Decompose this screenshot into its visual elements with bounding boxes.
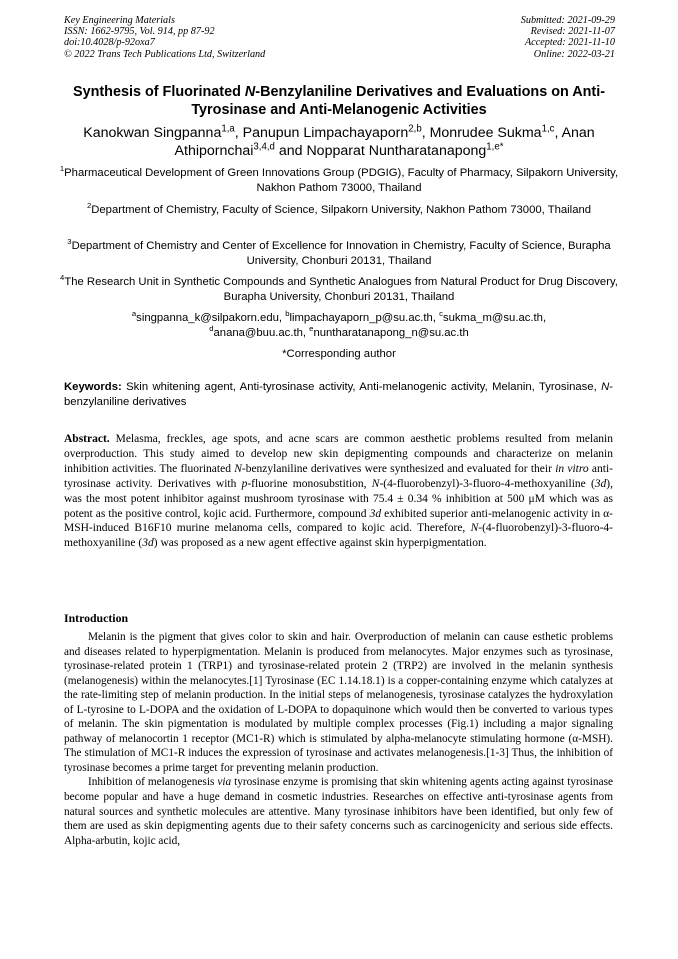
introduction-body <box>64 630 613 848</box>
issn: ISSN: 1662-9795, Vol. 914, pp 87-92 <box>64 26 215 38</box>
affiliation-4: $^4$The Research Unit in Synthetic Compounds and Synthetic Analogues from Natural Product for Drug Discovery, Burapha University, Chonburi 20131, Thailand <box>60 273 618 303</box>
journal-header-left <box>64 15 265 60</box>
submitted-date: Submitted: 2021-09-29 <box>520 15 615 26</box>
email-link[interactable]: singpanna_k@silpakorn.edu <box>136 312 279 324</box>
author-name: Kanokwan Singpanna <box>83 125 222 141</box>
online-date: Online: 2022-03-21 <box>533 48 615 60</box>
author-name: Panupun Limpachayaporn <box>242 125 409 141</box>
keywords: Keywords: Skin whitening agent, Anti-tyrosinase activity, Anti-melanogenic activity, Melanin, Tyrosinase, N-benzylaniline derivatives <box>64 381 614 408</box>
author-name: Anan Athipornchai <box>174 125 595 159</box>
copyright: © 2022 Trans Tech Publications Ltd, Switzerland <box>64 48 266 60</box>
abstract-label: Abstract. <box>64 433 110 445</box>
affiliation-1: $^1$Pharmaceutical Development of Green Innovations Group (PDGIG), Faculty of Pharmacy, Silpakorn University, Nakhon Pathom 73000, Thailand <box>59 164 619 194</box>
email-link[interactable]: limpachayaporn_p@su.ac.th <box>289 312 433 324</box>
author-list: Kanokwan Singpanna$^{1,a}$, Panupun Limpachayaporn$^{2,b}$, Monrudee Sukma$^{1,c}$, Anan Athipornchai$^{3,4,d}$ and Nopparat Nuntharatanapong$^{1,e*}$ <box>83 123 595 159</box>
email-link[interactable]: nuntharatanapong_n@su.ac.th <box>313 326 469 339</box>
corresponding-author-note: *Corresponding author <box>282 348 396 360</box>
paragraph: Inhibition of melanogenesis via tyrosinase enzyme is promising that skin whitening agents acting against tyrosinase become popular and have a huge demand in cosmetic industries. Researches on effective anti-tyrosinase agents from natural sources and synthetic molecules are attentive. Many tyrosinase inhibitors have been identified, but only few of them are used as skin depigmenting agents due to their safety concerns such as carcinogenicity and serious side effects. Alpha-arbutin, kojic acid, <box>64 776 613 847</box>
paper-title: Synthesis of Fluorinated N-Benzylaniline Derivatives and Evaluations on Anti-Tyrosinase and Anti-Melanogenic Activities <box>72 84 606 118</box>
email-link[interactable]: anana@buu.ac.th <box>213 326 303 339</box>
journal-name: Key Engineering Materials <box>64 15 175 26</box>
accepted-date: Accepted: 2021-11-10 <box>524 37 615 49</box>
revised-date: Revised: 2021-11-07 <box>530 26 615 38</box>
author-name: Nopparat Nuntharatanapong <box>306 143 487 159</box>
affiliation-2: $^2$Department of Chemistry, Faculty of Science, Silpakorn University, Nakhon Pathom 73000, Thailand <box>86 201 592 216</box>
affiliation-3: $^3$Department of Chemistry and Center of Excellence for Innovation in Chemistry, Faculty of Science, Burapha University, Chonburi 20131, Thailand <box>67 237 611 267</box>
abstract: Abstract. Melasma, freckles, age spots, and acne scars are common aesthetic problems resulted from melanin overproduction. This study aimed to develop new skin depigmenting compounds and characterize on melanin inhibition activities. The fluorinated N-benzylaniline derivatives were synthesized and evaluated for their in vitro anti-tyrosinase activity. Derivatives with p-fluorine monosubstition, N-(4-fluorobenzyl)-3-fluoro-4-methoxyaniline (3d), was the most potent inhibitor against mushroom tyrosinase with 75.4 ± 0.34 % inhibition at 500 μM which was as potent as the positive control, kojic acid. Furthermore, compound 3d exhibited superior anti-melanogenic activity in α-MSH-induced B16F10 murine melanoma cells, compared to kojic acid. Therefore, N-(4-fluorobenzyl)-3-fluoro-4-methoxyaniline (3d) was proposed as a new agent effective against skin hyperpigmentation. <box>64 433 614 550</box>
doi: doi:10.4028/p-92oxa7 <box>64 37 155 49</box>
journal-header-right <box>521 15 615 60</box>
paragraph: Melanin is the pigment that gives color to skin and hair. Overproduction of melanin can cause esthetic problems and diseases related to hyperpigmentation. Melanin is produced from melanocytes. Major enzymes such as tyrosinase, tyrosinase-related protein 1 (TRP1) and tyrosinase-related protein 2 (TRP2) are involved in the melanin synthesis (melanogenesis) within the melanocytes.[1] Tyrosinase (EC 1.14.18.1) is a copper-containing enzyme which catalyzes at the rate-limiting step of melanin production. In the initial steps of melanogenesis, tyrosinase catalyzes the hydroxylation of L-tyrosine to L-DOPA and the oxidation of L-DOPA to dopaquinone which would then be converted to various types of melanin. The skin pigmentation is modulated by multiple complex processes (Fig.1) including a major signaling pathway of melanocortin 1 receptor (MC1-R) which is stimulated by alpha-melanocyte stimulating hormone (α-MSH). The stimulation of MC1-R induces the expression of tyrosinase and activates melanogenesis.[1-3] Thus, the inhibition of tyrosinase becomes a prime target for preventing melanin production. <box>64 631 613 774</box>
email-link[interactable]: sukma_m@su.ac.th <box>442 312 543 324</box>
author-name: Monrudee Sukma <box>429 125 542 141</box>
section-heading-introduction: Introduction <box>64 611 129 625</box>
keywords-label: Keywords: <box>64 381 122 393</box>
email-list: $^a$singpanna_k@silpakorn.edu, $^b$limpachayaporn_p@su.ac.th, $^c$sukma_m@su.ac.th, $^d$anana@buu.ac.th, $^e$nuntharatanapong_n@su.ac.th <box>131 309 547 339</box>
